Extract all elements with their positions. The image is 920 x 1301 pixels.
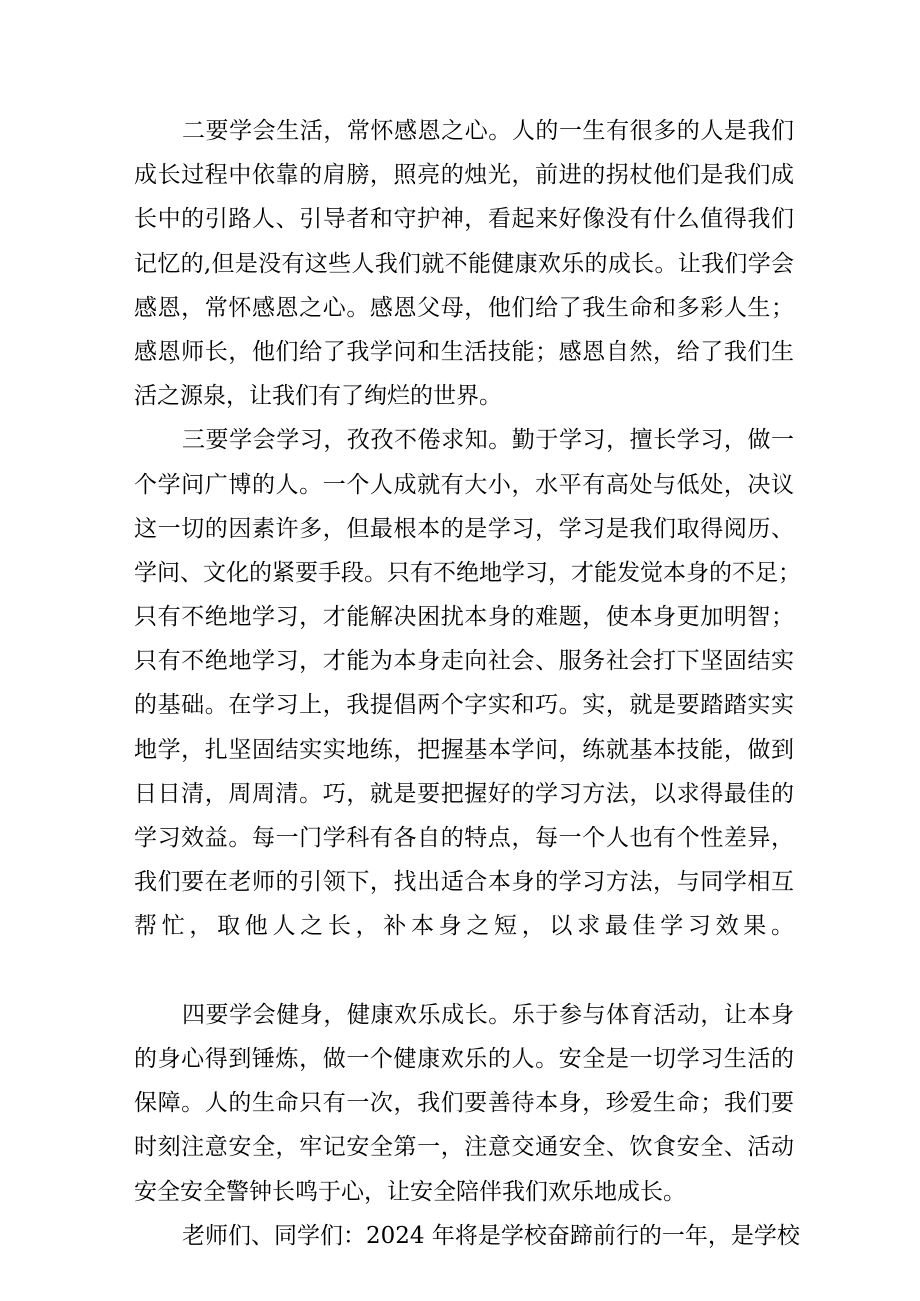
- text-line: 长中的引路人、引导者和守护神，看起来好像没有什么值得我们: [134, 206, 794, 233]
- text-line: 二要学会生活，常怀感恩之心。人的一生有很多的人是我们: [182, 118, 794, 144]
- text-line: 感恩，常怀感恩之心。感恩父母，他们给了我生命和多彩人生；: [134, 294, 794, 321]
- text-line: 活之源泉，让我们有了绚烂的世界。: [134, 383, 502, 410]
- text-line: 成长过程中依靠的肩膀，照亮的烛光，前进的拐杖他们是我们成: [134, 162, 794, 189]
- text-line: 只有不绝地学习，才能解决困扰本身的难题，使本身更加明智；: [134, 604, 794, 631]
- paragraph-learn-to-study: [134, 418, 801, 992]
- text-line: 安全安全警钟长鸣于心，让安全陪伴我们欢乐地成长。: [134, 1178, 686, 1205]
- paragraph-learn-to-live: [134, 109, 794, 418]
- text-line: 时刻注意安全，牢记安全第一，注意交通安全、饮食安全、活动: [134, 1134, 794, 1161]
- text-line: [134, 949, 794, 993]
- text-line: 老师们、同学们：2024 年将是学校奋蹄前行的一年，是学校: [182, 1222, 800, 1249]
- text-line: 个学问广博的人。一个人成就有大小，水平有高处与低处，决议: [134, 471, 794, 498]
- text-line: 的身心得到锤炼，做一个健康欢乐的人。安全是一切学习生活的: [134, 1045, 794, 1072]
- paragraph-closing: [134, 1214, 800, 1258]
- text-line: 我们要在老师的引领下，找出适合本身的学习方法，与同学相互: [134, 869, 794, 896]
- text-line: 帮忙，取他人之长，补本身之短，以求最佳学习效果。: [134, 913, 794, 940]
- text-line: 只有不绝地学习，才能为本身走向社会、服务社会打下坚固结实: [134, 648, 794, 675]
- text-line: 地学，扎坚固结实实地练，把握基本学问，练就基本技能，做到: [134, 736, 794, 763]
- paragraph-learn-fitness: [134, 993, 794, 1214]
- text-line: 保障。人的生命只有一次，我们要善待本身，珍爱生命；我们要: [134, 1090, 794, 1117]
- text-line: 学问、文化的紧要手段。只有不绝地学习，才能发觉本身的不足；: [134, 559, 801, 586]
- text-line: 三要学会学习，孜孜不倦求知。勤于学习，擅长学习，做一: [182, 427, 794, 454]
- text-line: 的基础。在学习上，我提倡两个字实和巧。实，就是要踏踏实实: [134, 692, 794, 719]
- text-line: 记忆的,但是没有这些人我们就不能健康欢乐的成长。让我们学会: [134, 250, 794, 277]
- text-line: 感恩师长，他们给了我学问和生活技能；感恩自然，给了我们生: [134, 338, 794, 365]
- text-line: 日日清，周周清。巧，就是要把握好的学习方法，以求得最佳的: [134, 780, 794, 807]
- document-body: [134, 109, 801, 1258]
- text-line: 四要学会健身，健康欢乐成长。乐于参与体育活动，让本身: [182, 1001, 794, 1028]
- text-line: 这一切的因素许多，但最根本的是学习，学习是我们取得阅历、: [134, 515, 794, 542]
- text-line: 学习效益。每一门学科有各自的特点，每一个人也有个性差异，: [134, 825, 794, 851]
